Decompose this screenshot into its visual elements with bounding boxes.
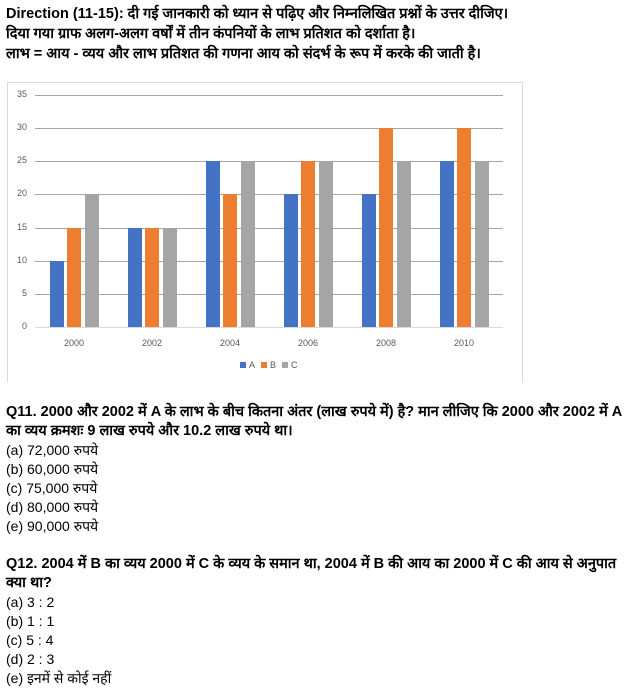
legend-swatch-icon [261, 362, 267, 368]
y-axis-tick-label: 10 [16, 254, 27, 265]
bar-A-2004 [206, 161, 220, 327]
bar-C-2006 [319, 161, 333, 327]
q11-option-e[interactable]: (e) 90,000 रुपये [6, 518, 99, 534]
y-axis-tick-label: 25 [16, 155, 27, 166]
legend-item-A [240, 360, 255, 370]
q11-option-c[interactable]: (c) 75,000 रुपये [6, 480, 98, 496]
q12-option-d[interactable]: (d) 2 : 3 [6, 651, 55, 667]
q12-option-a[interactable]: (a) 3 : 2 [6, 594, 55, 610]
question-11 [6, 403, 626, 536]
direction-text [6, 4, 626, 64]
direction-line-1: Direction (11-15): दी गई जानकारी को ध्यान से पढ़िए और निम्नलिखित प्रश्नों के उत्तर दीजिए। [6, 6, 509, 22]
bar-B-2004 [223, 194, 237, 327]
question-12-text: Q12. 2004 में B का व्यय 2000 में C के व्यय के समान था, 2004 में B की आय का 2000 में C की आय से अनुपात क्या था? [6, 556, 617, 591]
q12-option-c[interactable]: (c) 5 : 4 [6, 632, 54, 648]
x-axis-tick-label: 2008 [375, 338, 397, 348]
legend-item-C [282, 360, 298, 370]
x-axis-tick-label: 2000 [63, 338, 85, 348]
question-12 [6, 555, 626, 688]
x-axis-tick-label: 2004 [219, 338, 241, 348]
bar-C-2008 [397, 161, 411, 327]
bar-B-2006 [301, 161, 315, 327]
chart-legend [240, 360, 298, 370]
bar-C-2002 [163, 228, 177, 327]
y-axis-tick-label: 30 [16, 122, 27, 133]
y-axis-tick-label: 20 [16, 188, 27, 199]
bar-B-2010 [457, 128, 471, 327]
bar-A-2002 [128, 228, 142, 327]
bar-B-2002 [145, 228, 159, 327]
bar-C-2000 [85, 194, 99, 327]
bar-A-2010 [440, 161, 454, 327]
y-axis-tick-label: 5 [21, 287, 27, 298]
bar-A-2006 [284, 194, 298, 327]
q12-option-b[interactable]: (b) 1 : 1 [6, 613, 55, 629]
q11-option-a[interactable]: (a) 72,000 रुपये [6, 442, 99, 458]
legend-swatch-icon [240, 362, 246, 368]
direction-line-2: दिया गया ग्राफ अलग-अलग वर्षों में तीन कंपनियों के लाभ प्रतिशत को दर्शाता है। [6, 26, 416, 42]
y-axis-tick-label: 35 [16, 89, 27, 99]
y-axis-tick-label: 15 [16, 221, 27, 232]
legend-swatch-icon [282, 362, 288, 368]
x-axis-tick-label: 2006 [297, 338, 319, 348]
q12-option-e[interactable]: (e) इनमें से कोई नहीं [6, 670, 112, 686]
q11-option-b[interactable]: (b) 60,000 रुपये [6, 461, 99, 477]
gridline [35, 95, 503, 96]
x-axis-tick-label: 2002 [141, 338, 163, 348]
gridline [35, 194, 503, 195]
bar-B-2008 [379, 128, 393, 327]
direction-line-3: लाभ = आय - व्यय और लाभ प्रतिशत की गणना आय को संदर्भ के रूप में करके की जाती है। [6, 46, 481, 62]
bar-chart-plot-area [16, 89, 503, 331]
q11-option-d[interactable]: (d) 80,000 रुपये [6, 499, 99, 515]
bar-B-2000 [67, 228, 81, 327]
bar-C-2010 [475, 161, 489, 327]
gridline [35, 161, 503, 162]
gridline [35, 228, 503, 229]
legend-label: A [249, 360, 256, 370]
legend-label: B [270, 360, 277, 370]
legend-item-B [261, 360, 276, 370]
gridline [35, 128, 503, 129]
bar-A-2000 [50, 261, 64, 327]
x-axis-tick-label: 2010 [453, 338, 475, 348]
legend-label: C [291, 360, 298, 370]
bar-A-2008 [362, 194, 376, 327]
bar-C-2004 [241, 161, 255, 327]
gridline [35, 327, 503, 328]
question-11-text: Q11. 2000 और 2002 में A के लाभ के बीच कितना अंतर (लाख रुपये में) है? मान लीजिए कि 2000 और 2002 में A का व्यय क्रमशः 9 लाख रुपये और 10.2 लाख रुपये था। [6, 404, 622, 439]
gridline [35, 294, 503, 295]
y-axis-tick-label: 0 [21, 321, 27, 331]
gridline [35, 261, 503, 262]
